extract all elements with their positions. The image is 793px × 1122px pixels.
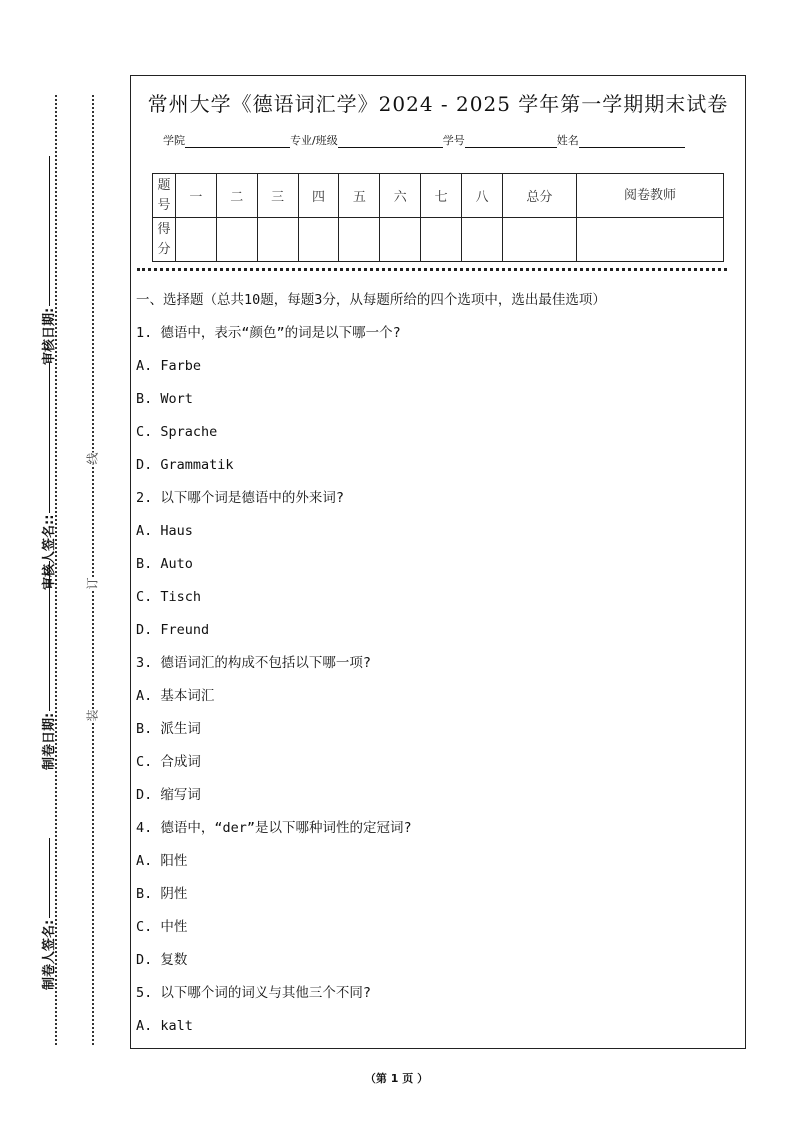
question: 2. 以下哪个词是德语中的外来词? [136, 490, 345, 506]
question: 5. 以下哪个词的词义与其他三个不同? [136, 985, 372, 1001]
col-2: 二 [216, 174, 257, 218]
question: 3. 德语词汇的构成不包括以下哪一项? [136, 655, 372, 671]
col-6: 六 [380, 174, 421, 218]
question-list [136, 284, 606, 1043]
option: B. 派生词 [136, 721, 201, 737]
score-cell[interactable] [421, 218, 462, 262]
option: C. 合成词 [136, 754, 201, 770]
question: 4. 德语中，“der”是以下哪种词性的定冠词? [136, 820, 412, 836]
header-label: 题号 [153, 174, 176, 218]
option: A. Haus [136, 523, 193, 539]
score-table [152, 173, 724, 262]
option: D. 缩写词 [136, 787, 201, 803]
exam-frame [130, 75, 746, 1049]
option: A. 阳性 [136, 853, 188, 869]
col-7: 七 [421, 174, 462, 218]
binding-line-inner [92, 95, 94, 1045]
page-number: （第 1 页 ） [364, 1072, 429, 1085]
bind-mark-bind: 装 [85, 709, 100, 722]
name-field[interactable] [579, 135, 685, 148]
bind-mark-line: 线 [85, 452, 100, 465]
col-3: 三 [257, 174, 298, 218]
score-label: 得分 [153, 218, 176, 262]
score-cell[interactable] [298, 218, 339, 262]
score-cell[interactable] [502, 218, 576, 262]
page-title: 常州大学《德语词汇学》2024 - 2025 学年第一学期期末试卷 [147, 92, 729, 116]
review-date-field: 审核日期: [38, 156, 57, 365]
col-5: 五 [339, 174, 380, 218]
col-4: 四 [298, 174, 339, 218]
preparer-signature-field: 制卷人签名: [38, 838, 57, 990]
reviewer-signature-field: 审核人签名:: [38, 363, 57, 590]
major-field[interactable] [338, 135, 443, 148]
col-8: 八 [462, 174, 503, 218]
score-cell[interactable] [176, 218, 217, 262]
col-1: 一 [176, 174, 217, 218]
student-info [163, 132, 685, 148]
option: C. Sprache [136, 424, 218, 440]
score-cell[interactable] [216, 218, 257, 262]
college-label: 学院 [163, 134, 185, 147]
option: D. 复数 [136, 952, 188, 968]
option: D. Freund [136, 622, 210, 638]
option: B. 阴性 [136, 886, 188, 902]
bind-mark-staple: 订 [85, 577, 100, 590]
score-cell[interactable] [339, 218, 380, 262]
option: C. Tisch [136, 589, 202, 605]
option: D. Grammatik [136, 457, 234, 473]
option: C. 中性 [136, 919, 188, 935]
score-cell[interactable] [380, 218, 421, 262]
option: A. kalt [136, 1018, 193, 1034]
option: A. 基本词汇 [136, 688, 215, 704]
score-cell[interactable] [257, 218, 298, 262]
dotted-divider [137, 268, 727, 271]
major-label: 专业/班级 [290, 134, 338, 147]
option: B. Auto [136, 556, 193, 572]
student-id-label: 学号 [442, 134, 465, 147]
student-id-field[interactable] [465, 135, 557, 148]
college-field[interactable] [185, 135, 290, 148]
col-total: 总分 [502, 174, 576, 218]
score-cell[interactable] [577, 218, 724, 262]
col-grader: 阅卷教师 [577, 174, 724, 218]
prep-date-field: 制卷日期: [38, 561, 57, 770]
option: A. Farbe [136, 358, 202, 374]
option: B. Wort [136, 391, 193, 407]
name-label: 姓名 [556, 134, 579, 147]
section-heading: 一、选择题（总共10题，每题3分，从每题所给的四个选项中，选出最佳选项） [136, 292, 606, 308]
question: 1. 德语中，表示“颜色”的词是以下哪一个? [136, 325, 401, 341]
score-cell[interactable] [462, 218, 503, 262]
